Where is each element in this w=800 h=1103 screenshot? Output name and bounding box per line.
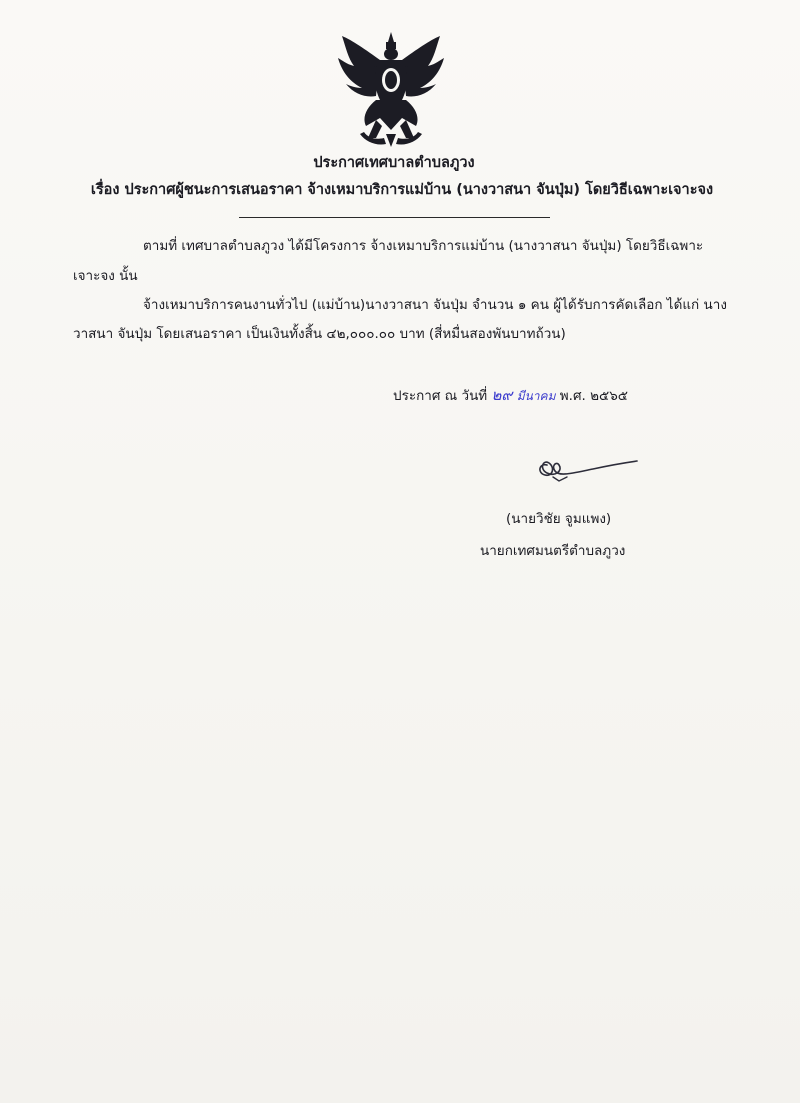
announcement-date: [393, 385, 628, 406]
paragraph-1-line-2: เจาะจง นั้น: [73, 268, 138, 284]
document-heading: ประกาศเทศบาลตำบลภูวง: [313, 155, 475, 171]
heading-divider: [239, 217, 550, 218]
paragraph-2-line-1: จ้างเหมาบริการคนงานทั่วไป (แม่บ้าน)นางวาสนา จันปุ่ม จำนวน ๑ คน ผู้ได้รับการคัดเลือก ได้แก่ นาง: [143, 297, 727, 313]
paragraph-2-line-2: วาสนา จันปุ่ม โดยเสนอราคา เป็นเงินทั้งสิ้น ๔๒,๐๐๐.๐๐ บาท (สี่หมื่นสองพันบาทถ้วน): [73, 326, 566, 342]
paragraph-1-line-1: ตามที่ เทศบาลตำบลภูวง ได้มีโครงการ จ้างเหมาบริการแม่บ้าน (นางวาสนา จันปุ่ม) โดยวิธีเฉพาะ: [143, 238, 704, 254]
date-month: มีนาคม: [516, 389, 556, 403]
signatory-position: นายกเทศมนตรีตำบลภูวง: [480, 543, 626, 559]
date-day: ๒๙: [491, 386, 513, 404]
signature-icon: [533, 455, 643, 485]
garuda-emblem-icon: [336, 30, 446, 148]
date-year: พ.ศ. ๒๕๖๕: [559, 388, 629, 404]
signatory-name: (นายวิชัย จูมแพง): [506, 511, 612, 527]
date-prefix: ประกาศ ณ วันที่: [393, 388, 488, 404]
document-subject: เรื่อง ประกาศผู้ชนะการเสนอราคา จ้างเหมาบริการแม่บ้าน (นางวาสนา จันปุ่ม) โดยวิธีเฉพาะเจาะจง: [90, 182, 714, 198]
